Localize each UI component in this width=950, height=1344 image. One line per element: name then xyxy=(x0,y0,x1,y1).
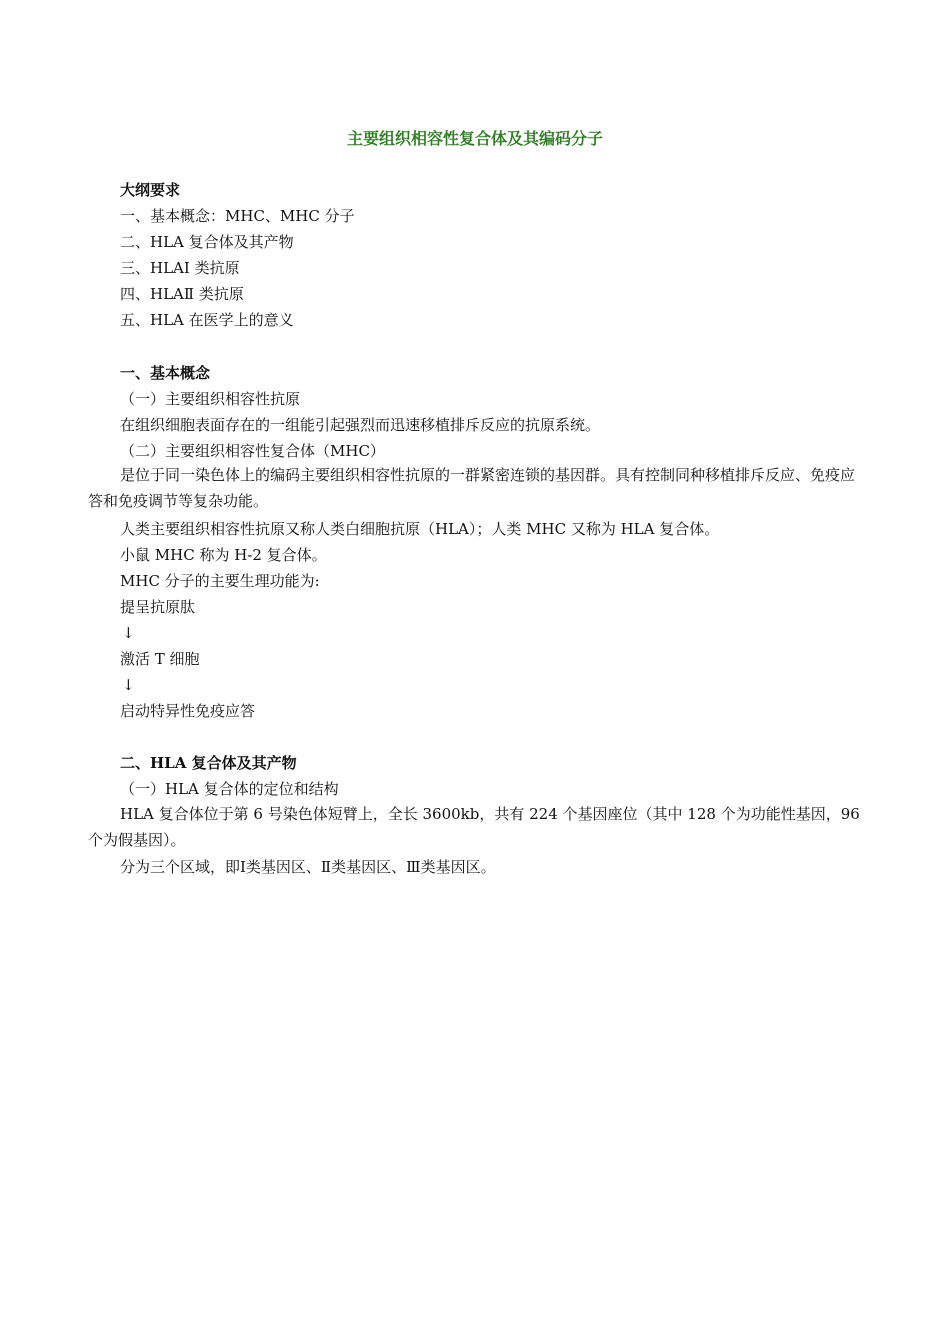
section1-mouse-text: 小鼠 MHC 称为 H-2 复合体。 xyxy=(120,546,327,564)
section1-sub1-text: 在组织细胞表面存在的一组能引起强烈而迅速移植排斥反应的抗原系统。 xyxy=(120,416,601,434)
section2-regions-text: 分为三个区域，即Ⅰ类基因区、Ⅱ类基因区、Ⅲ类基因区。 xyxy=(120,858,496,876)
outline-item: 四、HLAⅡ 类抗原 xyxy=(120,285,244,303)
section1-subheading-1: （一）主要组织相容性抗原 xyxy=(120,390,301,408)
section2-heading: 二、HLA 复合体及其产物 xyxy=(120,754,297,772)
section1-heading: 一、基本概念 xyxy=(120,364,211,382)
outline-heading: 大纲要求 xyxy=(120,181,181,199)
outline-item: 三、HLAⅠ 类抗原 xyxy=(120,259,240,277)
flow-step: 提呈抗原肽 xyxy=(120,598,196,616)
section1-sub2-text: 是位于同一染色体上的编码主要组织相容性抗原的一群紧密连锁的基因群。具有控制同种移植排斥反应、免疫应答和免疫调节等复杂功能。 xyxy=(88,466,856,510)
document-title: 主要组织相容性复合体及其编码分子 xyxy=(346,129,603,148)
section1-human-text: 人类主要组织相容性抗原又称人类白细胞抗原（HLA）；人类 MHC 又称为 HLA 复合体。 xyxy=(120,520,720,538)
section2-subheading-1: （一）HLA 复合体的定位和结构 xyxy=(120,780,339,798)
flow-step: 激活 T 细胞 xyxy=(120,650,200,668)
section1-subheading-2: （二）主要组织相容性复合体（MHC） xyxy=(120,442,385,460)
down-arrow-icon: ↓ xyxy=(122,624,135,642)
section2-sub1-text: HLA 复合体位于第 6 号染色体短臂上，全长 3600kb，共有 224 个基因座位（其中 128 个为功能性基因，96 个为假基因）。 xyxy=(88,805,860,849)
flow-step: 启动特异性免疫应答 xyxy=(120,702,256,720)
outline-item: 一、基本概念：MHC、MHC 分子 xyxy=(120,207,355,225)
outline-item: 二、HLA 复合体及其产物 xyxy=(120,233,294,251)
down-arrow-icon: ↓ xyxy=(122,676,135,694)
outline-item: 五、HLA 在医学上的意义 xyxy=(120,311,294,329)
section1-function-intro: MHC 分子的主要生理功能为: xyxy=(120,572,320,590)
